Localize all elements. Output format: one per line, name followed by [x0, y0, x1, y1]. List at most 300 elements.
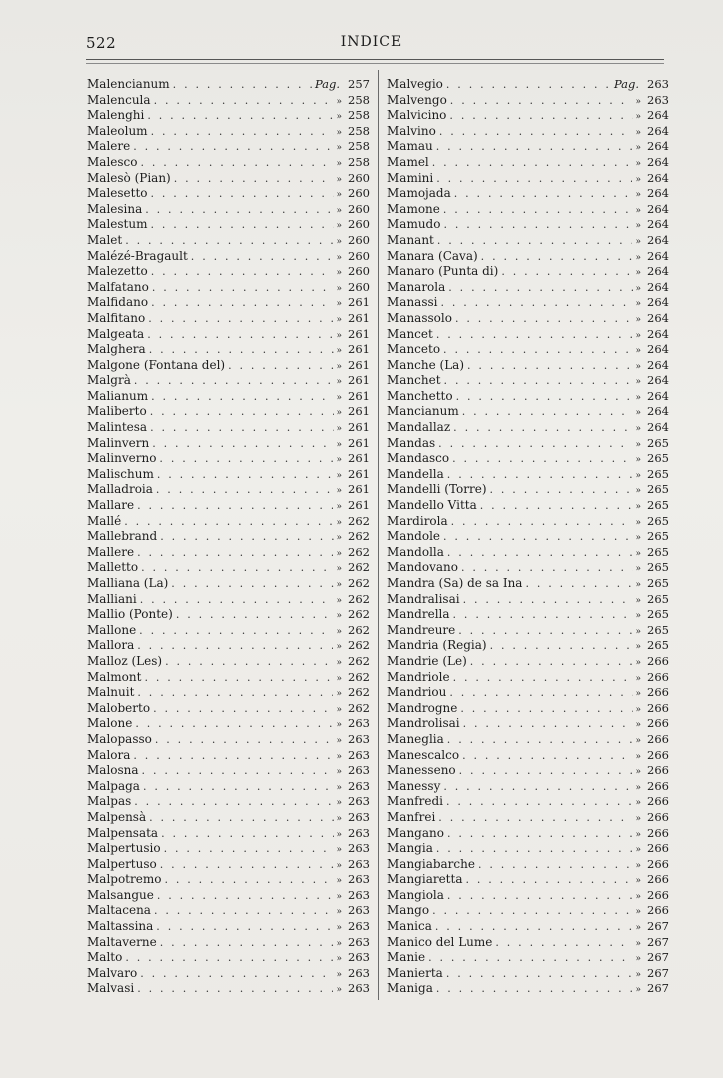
entry-page-number: 264 — [647, 201, 669, 216]
index-entry — [387, 701, 669, 717]
ditto-mark: » — [635, 954, 642, 965]
index-entry — [87, 186, 370, 202]
page-number: 522 — [86, 34, 117, 52]
entry-page-number: 260 — [348, 186, 370, 201]
entry-name: Mamini — [387, 170, 434, 185]
ditto-mark: » — [336, 190, 343, 201]
entry-page-number: 264 — [647, 373, 669, 388]
entry-page-number: 262 — [348, 669, 370, 684]
entry-page-number: 266 — [647, 653, 669, 668]
ditto-mark: » — [336, 923, 343, 934]
entry-name: Mandralisai — [387, 591, 460, 606]
index-entry — [87, 607, 370, 623]
leader-dots — [461, 560, 633, 576]
index-entry — [387, 919, 669, 935]
index-entry — [87, 826, 370, 842]
index-entry — [387, 342, 669, 358]
leader-dots — [454, 186, 633, 202]
ditto-mark: » — [635, 346, 642, 357]
index-entry — [87, 467, 370, 483]
entry-name: Malvaro — [87, 965, 138, 980]
entry-name: Malnuit — [87, 685, 135, 700]
index-column-right — [387, 77, 669, 997]
entry-name: Malencianum — [87, 77, 170, 91]
entry-page-number: 263 — [348, 887, 370, 902]
index-entry — [387, 171, 669, 187]
entry-name: Malmont — [87, 669, 142, 684]
index-entry — [87, 888, 370, 904]
entry-name: Malpas — [87, 794, 132, 809]
entry-page-number: 261 — [348, 357, 370, 372]
index-entry — [87, 701, 370, 717]
entry-name: Malto — [87, 950, 123, 965]
entry-page-number: 263 — [348, 825, 370, 840]
ditto-mark: » — [635, 580, 642, 590]
index-entry — [387, 545, 669, 561]
ditto-mark: » — [635, 626, 642, 637]
index-entry — [387, 436, 669, 452]
index-entry — [87, 124, 370, 140]
ditto-mark: » — [336, 392, 343, 403]
entry-name: Mamojada — [387, 186, 451, 201]
leader-dots — [165, 654, 333, 670]
entry-name: Malencula — [87, 92, 151, 107]
leader-dots — [140, 592, 334, 608]
entry-name: Mandria (Regia) — [387, 638, 487, 653]
entry-page-number: 265 — [647, 482, 669, 497]
index-entry — [87, 872, 370, 888]
entry-name: Mangia — [387, 841, 433, 856]
leader-dots — [450, 93, 633, 109]
ditto-mark: » — [635, 221, 642, 232]
leader-dots — [428, 950, 632, 966]
entry-name: Malezetto — [87, 264, 148, 279]
ditto-mark: » — [635, 392, 642, 403]
entry-page-number: 261 — [348, 373, 370, 388]
entry-page-number: 266 — [647, 747, 669, 762]
leader-dots — [463, 716, 633, 732]
index-entry — [387, 638, 669, 654]
entry-name: Malliani — [87, 591, 137, 606]
ditto-mark: » — [635, 377, 642, 388]
leader-dots — [151, 389, 333, 405]
leader-dots — [150, 217, 333, 233]
entry-page-number: 257 — [348, 77, 370, 91]
entry-page-number: 261 — [348, 310, 370, 325]
leader-dots — [432, 155, 632, 171]
entry-page-number: 262 — [348, 544, 370, 559]
entry-name: Mamudo — [387, 217, 441, 232]
index-entry — [387, 981, 669, 997]
ditto-mark: » — [336, 455, 343, 466]
entry-name: Malgone (Fontana del) — [87, 357, 226, 372]
entry-name: Mandole — [387, 529, 441, 544]
leader-dots — [438, 436, 632, 452]
ditto-mark: » — [635, 704, 642, 715]
leader-dots — [156, 482, 334, 498]
entry-page-number: 267 — [647, 934, 669, 949]
index-entry — [87, 732, 370, 748]
leader-dots — [191, 249, 334, 265]
ditto-mark: » — [635, 611, 642, 622]
index-entry — [87, 217, 370, 233]
index-entry — [387, 685, 669, 701]
index-entry — [87, 482, 370, 498]
entry-page-number: 261 — [348, 326, 370, 341]
entry-page-number: 260 — [348, 264, 370, 279]
ditto-mark: » — [635, 455, 642, 466]
entry-page-number: 258 — [348, 154, 370, 169]
leader-dots — [151, 186, 334, 202]
ditto-mark: » — [635, 252, 642, 263]
entry-name: Malsangue — [87, 887, 154, 902]
ditto-mark: » — [635, 190, 642, 201]
entry-name: Malliana (La) — [87, 576, 169, 590]
entry-name: Malesina — [87, 201, 143, 216]
entry-name: Mallere — [87, 544, 135, 559]
leader-dots — [147, 108, 333, 124]
entry-name: Mandreure — [387, 622, 456, 637]
ditto-mark: » — [635, 330, 642, 341]
entry-name: Manceto — [387, 342, 441, 357]
entry-name: Malletto — [87, 560, 139, 575]
entry-name: Malestum — [87, 217, 148, 232]
entry-name: Malenghi — [87, 108, 145, 123]
entry-page-number: 262 — [348, 529, 370, 544]
leader-dots — [436, 981, 632, 997]
index-entry — [87, 841, 370, 857]
entry-page-number: 261 — [348, 451, 370, 466]
entry-page-number: 263 — [348, 778, 370, 793]
entry-page-number: 261 — [348, 420, 370, 435]
leader-dots — [124, 514, 333, 530]
index-entry — [387, 732, 669, 748]
leader-dots — [176, 607, 334, 623]
index-entry — [87, 373, 370, 389]
entry-name: Mandra (Sa) de sa Ina — [387, 576, 523, 590]
entry-name: Malinverno — [87, 451, 157, 466]
index-entry — [387, 748, 669, 764]
ditto-mark: » — [635, 985, 642, 996]
leader-dots — [440, 295, 632, 311]
entry-name: Malfidano — [87, 295, 149, 310]
entry-name: Mallio (Ponte) — [87, 607, 173, 622]
entry-name: Mangiaretta — [387, 872, 463, 887]
entry-page-number: 258 — [348, 123, 370, 138]
entry-name: Malone — [87, 716, 133, 731]
entry-name: Mango — [387, 903, 430, 918]
entry-name: Manchetto — [387, 388, 453, 403]
ditto-mark: » — [336, 548, 343, 559]
entry-page-number: 264 — [647, 404, 669, 419]
entry-name: Malopasso — [87, 731, 152, 746]
entry-name: Manescalco — [387, 747, 460, 762]
index-entry — [87, 545, 370, 561]
ditto-mark: » — [336, 611, 343, 622]
leader-dots — [133, 748, 333, 764]
entry-page-number: 266 — [647, 825, 669, 840]
entry-page-number: 262 — [348, 591, 370, 606]
entry-page-number: 264 — [647, 232, 669, 247]
ditto-mark: » — [336, 891, 343, 902]
index-entry — [387, 841, 669, 857]
entry-page-number: 266 — [647, 841, 669, 856]
ditto-mark: » — [635, 502, 642, 513]
entry-name: Maleolum — [87, 123, 148, 138]
index-entry — [87, 358, 370, 374]
ditto-mark: » — [336, 595, 343, 606]
entry-page-number: 266 — [647, 731, 669, 746]
ditto-mark: » — [336, 377, 343, 388]
entry-page-number: 263 — [348, 731, 370, 746]
entry-name: Malvasi — [87, 981, 135, 996]
entry-page-number: 261 — [348, 404, 370, 419]
index-entry — [87, 171, 370, 187]
ditto-mark: » — [336, 657, 343, 668]
leader-dots — [446, 794, 633, 810]
index-entry — [387, 358, 669, 374]
entry-name: Manant — [387, 232, 434, 247]
entry-name: Malosna — [87, 763, 139, 778]
index-entry — [387, 404, 669, 420]
entry-page-number: 266 — [647, 778, 669, 793]
leader-dots — [455, 311, 633, 327]
header-rule — [86, 59, 664, 60]
index-entry — [87, 389, 370, 405]
leader-dots — [462, 404, 633, 420]
entry-name: Manarola — [387, 279, 446, 294]
leader-dots — [151, 264, 334, 280]
index-entry — [387, 514, 669, 530]
entry-page-number: 265 — [647, 513, 669, 528]
entry-name: Malpertuso — [87, 856, 157, 871]
entry-name: Malianum — [87, 388, 149, 403]
ditto-mark: » — [336, 158, 343, 169]
entry-page-number: 265 — [647, 576, 669, 590]
entry-page-number: 267 — [647, 919, 669, 934]
entry-page-number: 261 — [348, 498, 370, 513]
entry-page-number: 264 — [647, 170, 669, 185]
leader-dots — [148, 311, 333, 327]
entry-name: Malpotremo — [87, 872, 162, 887]
index-entry — [87, 108, 370, 124]
index-entry — [387, 529, 669, 545]
entry-page-number: 263 — [348, 919, 370, 934]
index-entry — [87, 935, 370, 951]
leader-dots — [447, 545, 633, 561]
entry-page-number: 266 — [647, 809, 669, 824]
index-entry — [87, 981, 370, 997]
index-entry — [87, 623, 370, 639]
leader-dots — [139, 623, 333, 639]
entry-page-number: 263 — [348, 856, 370, 871]
entry-page-number: 261 — [348, 482, 370, 497]
entry-name: Malézé-Bragault — [87, 248, 188, 263]
entry-name: Mandolla — [387, 544, 444, 559]
index-entry — [87, 857, 370, 873]
index-entry — [87, 576, 370, 592]
entry-name: Manie — [387, 950, 426, 965]
entry-page-number: 260 — [348, 201, 370, 216]
entry-name: Mandrie (Le) — [387, 653, 467, 668]
index-entry — [387, 108, 669, 124]
entry-page-number: 261 — [348, 342, 370, 357]
leader-dots — [141, 560, 333, 576]
index-entry — [387, 903, 669, 919]
leader-dots — [144, 670, 333, 686]
ditto-mark: » — [635, 782, 642, 793]
entry-name: Malpertusio — [87, 841, 161, 856]
entry-page-number: 263 — [348, 763, 370, 778]
index-entry — [387, 654, 669, 670]
ditto-mark: » — [336, 221, 343, 232]
leader-dots — [432, 903, 632, 919]
ditto-mark: » — [635, 408, 642, 419]
ditto-mark: » — [336, 205, 343, 216]
entry-page-number: 258 — [348, 139, 370, 154]
ditto-mark: » — [635, 767, 642, 778]
leader-dots — [125, 950, 333, 966]
leader-dots — [152, 280, 334, 296]
ditto-mark: » — [336, 735, 343, 746]
entry-name: Mandallaz — [387, 420, 451, 435]
ditto-mark: » — [336, 361, 343, 372]
index-entry — [87, 451, 370, 467]
leader-dots — [142, 763, 334, 779]
leader-dots — [160, 935, 334, 951]
index-entry — [387, 794, 669, 810]
entry-name: Mallora — [87, 638, 135, 653]
leader-dots — [443, 779, 632, 795]
index-entry — [87, 155, 370, 171]
entry-page-number: 264 — [647, 326, 669, 341]
entry-page-number: 261 — [348, 466, 370, 481]
ditto-mark: » — [635, 860, 642, 871]
entry-name: Mallone — [87, 622, 137, 637]
entry-name: Mancet — [387, 326, 433, 341]
leader-dots — [436, 171, 632, 187]
entry-name: Maliberto — [87, 404, 147, 419]
entry-name: Mandella — [387, 466, 444, 481]
entry-name: Mandrolisai — [387, 716, 460, 731]
leader-dots — [453, 607, 633, 623]
index-entry — [387, 623, 669, 639]
entry-name: Manchet — [387, 373, 441, 388]
ditto-mark: » — [336, 470, 343, 481]
entry-name: Maltaverne — [87, 934, 157, 949]
entry-page-number: 261 — [348, 388, 370, 403]
entry-page-number: 266 — [647, 700, 669, 715]
entry-page-number: 262 — [348, 607, 370, 622]
index-entry — [387, 498, 669, 514]
entry-page-number: 263 — [348, 716, 370, 731]
leader-dots — [149, 342, 334, 358]
leader-dots — [443, 217, 632, 233]
index-entry — [387, 311, 669, 327]
entry-page-number: 267 — [647, 950, 669, 965]
entry-name: Malet — [87, 232, 123, 247]
leader-dots — [137, 545, 333, 561]
entry-name: Malinvern — [87, 435, 150, 450]
ditto-mark: » — [336, 408, 343, 419]
entry-name: Malvengo — [387, 92, 447, 107]
entry-name: Mandrella — [387, 607, 450, 622]
leader-dots — [449, 108, 632, 124]
entry-page-number: 266 — [647, 887, 669, 902]
leader-dots — [134, 373, 333, 389]
entry-name: Manesseno — [387, 763, 456, 778]
index-entry — [387, 186, 669, 202]
leader-dots — [462, 748, 632, 764]
entry-name: Malloz (Les) — [87, 653, 163, 668]
entry-page-number: 266 — [647, 794, 669, 809]
leader-dots — [436, 139, 633, 155]
leader-dots — [449, 685, 632, 701]
leader-dots — [154, 903, 334, 919]
entry-name: Maltacena — [87, 903, 151, 918]
index-entry — [387, 935, 669, 951]
column-divider — [378, 70, 379, 1000]
leader-dots — [447, 888, 633, 904]
ditto-mark: » — [635, 205, 642, 216]
entry-page-number: 264 — [647, 248, 669, 263]
ditto-mark: » — [635, 470, 642, 481]
entry-page-number: 263 — [647, 92, 669, 107]
index-entry — [87, 810, 370, 826]
entry-name: Malvicino — [387, 108, 447, 123]
leader-dots — [501, 264, 632, 280]
ditto-mark: » — [336, 720, 343, 731]
ditto-mark: » — [635, 236, 642, 247]
ditto-mark: » — [336, 642, 343, 653]
leader-dots — [439, 124, 632, 140]
leader-dots — [465, 872, 632, 888]
entry-page-number: 264 — [647, 388, 669, 403]
index-entry — [387, 295, 669, 311]
index-entry — [387, 810, 669, 826]
leader-dots — [149, 810, 333, 826]
ditto-mark: » — [336, 486, 343, 497]
entry-name: Malpensata — [87, 825, 159, 840]
leader-dots — [480, 498, 633, 514]
entry-name: Manassolo — [387, 310, 452, 325]
leader-dots — [140, 155, 333, 171]
ditto-mark: » — [635, 533, 642, 544]
entry-page-number: 260 — [348, 217, 370, 232]
index-entry — [387, 202, 669, 218]
ditto-mark: » — [635, 283, 642, 294]
entry-name: Mandelli (Torre) — [387, 482, 487, 497]
entry-page-number: 264 — [647, 217, 669, 232]
entry-name: Mandriole — [387, 669, 450, 684]
leader-dots — [160, 529, 333, 545]
entry-page-number: 266 — [647, 763, 669, 778]
index-entry — [87, 233, 370, 249]
leader-dots — [446, 966, 633, 982]
entry-page-number: 263 — [348, 872, 370, 887]
index-entry — [87, 420, 370, 436]
entry-page-number: 264 — [647, 264, 669, 279]
ditto-mark: » — [336, 845, 343, 856]
index-entry — [87, 763, 370, 779]
leader-dots — [135, 716, 333, 732]
ditto-mark: » — [336, 782, 343, 793]
ditto-mark: » — [635, 798, 642, 809]
ditto-mark: » — [336, 112, 343, 123]
leader-dots — [174, 171, 334, 187]
ditto-mark: » — [336, 299, 343, 310]
ditto-mark: » — [336, 626, 343, 637]
